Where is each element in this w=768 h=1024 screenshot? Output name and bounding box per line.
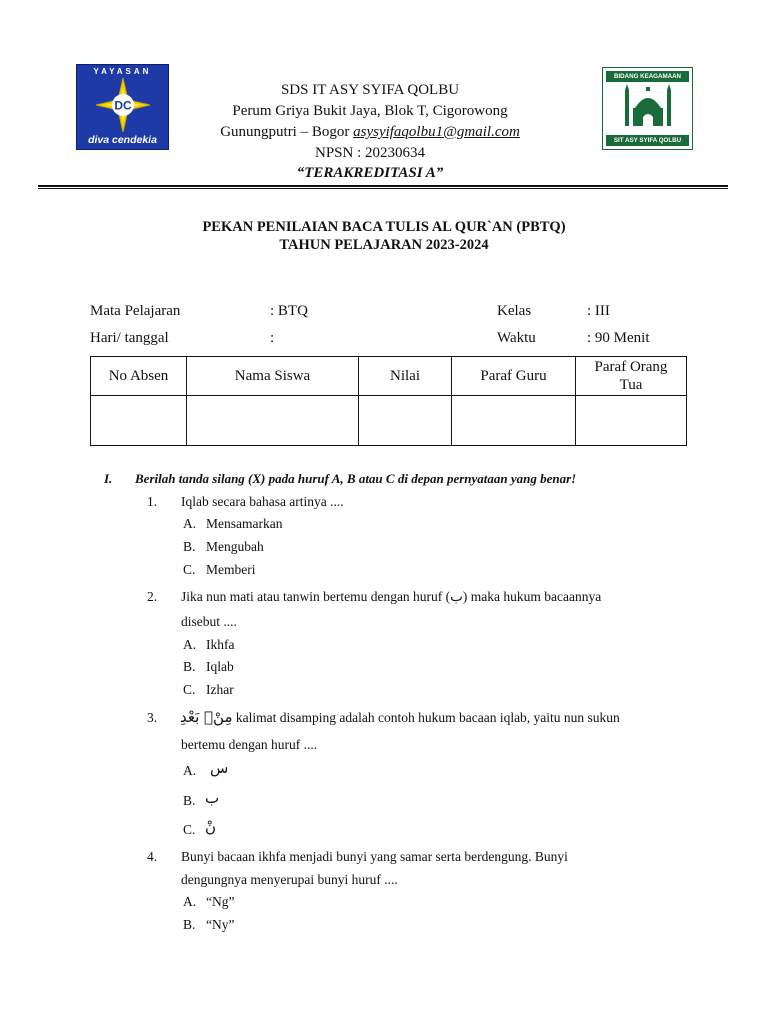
logo-right-top-text: BIDANG KEAGAMAAN bbox=[606, 71, 689, 82]
table-header-cell: Paraf Guru bbox=[452, 357, 576, 396]
option-text: Mengubah bbox=[206, 539, 264, 554]
question-text: dengungnya menyerupai bunyi huruf .... bbox=[181, 872, 398, 887]
question-number: 1. bbox=[147, 494, 158, 509]
question-text-part: kalimat disamping adalah contoh hukum bacaan iqlab, yaitu nun sukun bbox=[232, 710, 620, 725]
option-letter[interactable]: C. bbox=[183, 562, 196, 577]
bidang-keagamaan-logo bbox=[602, 67, 693, 150]
table-header-text: Paraf Orang Tua bbox=[594, 359, 668, 393]
option-letter[interactable]: C. bbox=[183, 822, 196, 837]
option-arabic-letter: س bbox=[210, 759, 229, 777]
question-text: disebut .... bbox=[181, 614, 237, 629]
logo-top-text: YAYASAN bbox=[93, 67, 152, 76]
header-divider bbox=[38, 185, 728, 189]
table-header-cell: Nilai bbox=[359, 357, 452, 396]
school-npsn: NPSN : 20230634 bbox=[314, 145, 426, 161]
option-arabic-letter: ب bbox=[205, 789, 220, 807]
compass-star-icon bbox=[96, 78, 150, 132]
subject-label: Mata Pelajaran bbox=[90, 303, 181, 319]
question-number: 2. bbox=[147, 589, 158, 604]
table-header-cell: No Absen bbox=[91, 357, 187, 396]
school-email-link[interactable]: asysyifaqolbu1@gmail.com bbox=[353, 124, 520, 140]
exam-title: PEKAN PENILAIAN BACA TULIS AL QUR`AN (PBTQ) bbox=[202, 219, 566, 235]
question-text: Iqlab secara bahasa artinya .... bbox=[181, 494, 344, 509]
mosque-icon bbox=[621, 84, 675, 130]
option-text: Mensamarkan bbox=[206, 516, 283, 531]
subject-value: : BTQ bbox=[270, 303, 308, 319]
question-number: 4. bbox=[147, 849, 158, 864]
option-text: Ikhfa bbox=[206, 637, 235, 652]
accreditation-status: “TERAKREDITASI A” bbox=[296, 165, 444, 181]
table-cell-empty[interactable] bbox=[359, 396, 452, 446]
table-cell-empty[interactable] bbox=[576, 396, 687, 446]
table-cell-empty[interactable] bbox=[452, 396, 576, 446]
question-text: Jika nun mati atau tanwin bertemu dengan huruf (ب) maka hukum bacaannya bbox=[181, 589, 602, 604]
address-city-text: Gunungputri – Bogor bbox=[220, 124, 354, 140]
option-letter[interactable]: B. bbox=[183, 659, 196, 674]
option-letter[interactable]: B. bbox=[183, 793, 196, 808]
table-cell-empty[interactable] bbox=[91, 396, 187, 446]
option-letter[interactable]: B. bbox=[183, 539, 196, 554]
table-row bbox=[91, 396, 687, 446]
option-text: “Ng” bbox=[206, 894, 235, 909]
option-text: Izhar bbox=[206, 682, 234, 697]
score-table bbox=[90, 356, 687, 446]
section-instruction: Berilah tanda silang (X) pada huruf A, B atau C di depan pernyataan yang benar! bbox=[135, 471, 577, 486]
table-header-row bbox=[91, 357, 687, 396]
time-value: : 90 Menit bbox=[587, 330, 650, 346]
question-number: 3. bbox=[147, 710, 158, 725]
arabic-example: مِنْۢ بَعْدِ bbox=[180, 708, 233, 726]
option-letter[interactable]: A. bbox=[183, 763, 197, 778]
option-text: Iqlab bbox=[206, 659, 234, 674]
option-letter[interactable]: A. bbox=[183, 516, 197, 531]
option-letter[interactable]: B. bbox=[183, 917, 196, 932]
school-name: SDS IT ASY SYIFA QOLBU bbox=[280, 82, 460, 98]
school-address: Perum Griya Bukit Jaya, Blok T, Cigorowong bbox=[232, 103, 508, 119]
option-arabic-letter: نْ bbox=[205, 818, 217, 836]
section-number: I. bbox=[104, 471, 113, 486]
table-cell-empty[interactable] bbox=[187, 396, 359, 446]
date-value: : bbox=[270, 330, 275, 346]
question-text bbox=[180, 708, 620, 726]
exam-year: TAHUN PELAJARAN 2023-2024 bbox=[279, 237, 489, 253]
emblem-text: DC bbox=[114, 98, 132, 113]
logo-right-bottom-text: SIT ASY SYIFA QOLBU bbox=[606, 135, 689, 146]
date-label: Hari/ tanggal bbox=[90, 330, 169, 346]
school-address-city bbox=[150, 124, 590, 141]
option-letter[interactable]: C. bbox=[183, 682, 196, 697]
option-letter[interactable]: A. bbox=[183, 894, 197, 909]
option-letter[interactable]: A. bbox=[183, 637, 197, 652]
logo-bottom-text: diva cendekia bbox=[88, 134, 157, 146]
option-text: “Ny” bbox=[206, 917, 235, 932]
table-header-cell bbox=[576, 357, 687, 396]
class-value: : III bbox=[587, 303, 610, 319]
question-text: bertemu dengan huruf .... bbox=[181, 737, 318, 752]
time-label: Waktu bbox=[497, 330, 536, 346]
option-text: Memberi bbox=[206, 562, 256, 577]
class-label: Kelas bbox=[497, 303, 532, 319]
table-header-cell: Nama Siswa bbox=[187, 357, 359, 396]
question-text: Bunyi bacaan ikhfa menjadi bunyi yang samar serta berdengung. Bunyi bbox=[181, 849, 568, 864]
